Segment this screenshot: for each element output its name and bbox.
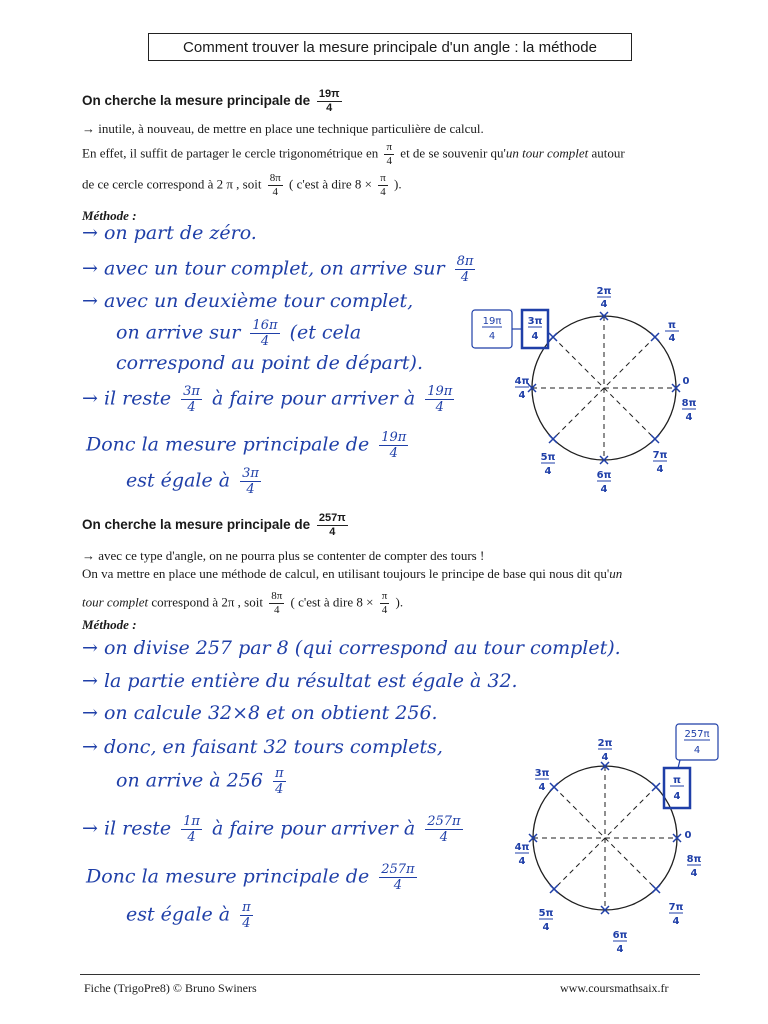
svg-text:4: 4 bbox=[600, 299, 608, 310]
hw-text: Donc la mesure principale de bbox=[86, 865, 370, 888]
frac-den: 4 bbox=[275, 782, 284, 797]
frac-num: 16π bbox=[252, 318, 278, 333]
hw-line bbox=[116, 318, 361, 349]
trig-circle-1 bbox=[460, 280, 710, 500]
label-7pi-4: 7π bbox=[652, 450, 668, 461]
section2-line3 bbox=[82, 590, 403, 617]
frac-den: 4 bbox=[393, 878, 403, 893]
text: correspond à 2π , soit bbox=[151, 594, 263, 610]
frac-num: π bbox=[274, 766, 284, 781]
hw-line: correspond au point de départ). bbox=[116, 352, 423, 374]
hw-line: → avec un deuxième tour complet, bbox=[82, 290, 414, 312]
section2-line2 bbox=[82, 566, 622, 582]
hw-frac bbox=[425, 814, 462, 845]
text-italic: tour complet bbox=[82, 594, 149, 610]
hw-text: (et cela bbox=[289, 321, 362, 344]
hw-frac bbox=[250, 318, 279, 349]
frac-den: 4 bbox=[381, 604, 388, 616]
label-5pi-4: 5π bbox=[538, 908, 554, 919]
label-5pi-4: 5π bbox=[540, 452, 556, 463]
hw-text: on arrive à 256 bbox=[116, 769, 263, 792]
text: ). bbox=[394, 176, 402, 192]
hw-text: → il reste bbox=[82, 387, 172, 410]
text-italic: un tour complet bbox=[505, 145, 589, 161]
svg-text:4: 4 bbox=[668, 333, 676, 344]
hw-frac bbox=[240, 900, 253, 931]
footer-left: Fiche (TrigoPre8) © Bruno Swiners bbox=[84, 981, 257, 995]
label-19pi-4: 19π bbox=[482, 316, 502, 327]
text: autour bbox=[591, 145, 625, 161]
text: ( c'est à dire 8 × bbox=[290, 594, 374, 610]
svg-text:4: 4 bbox=[488, 331, 496, 342]
frac-den: 4 bbox=[435, 400, 444, 415]
section2-line1: → avec ce type d'angle, on ne pourra plus se contenter de compter des tours ! bbox=[82, 548, 485, 563]
frac-num: 19π bbox=[318, 88, 340, 100]
label-4pi-4: 4π bbox=[514, 376, 530, 387]
svg-text:4: 4 bbox=[518, 390, 526, 401]
footer-divider bbox=[80, 974, 700, 975]
hw-line: → donc, en faisant 32 tours complets, bbox=[82, 736, 443, 758]
label-0: 0 bbox=[684, 830, 692, 841]
label-8pi-4: 8π bbox=[686, 854, 702, 865]
svg-text:4: 4 bbox=[685, 412, 693, 423]
svg-text:4: 4 bbox=[616, 944, 624, 955]
hw-line: → la partie entière du résultat est égale à 32. bbox=[82, 670, 518, 692]
svg-text:4: 4 bbox=[531, 331, 539, 342]
frac-den: 4 bbox=[460, 270, 470, 285]
hw-text: est égale à bbox=[126, 903, 231, 926]
hw-text: → il reste bbox=[82, 817, 172, 840]
label-6pi-4: 6π bbox=[596, 470, 612, 481]
hw-frac bbox=[425, 384, 454, 415]
hw-frac bbox=[240, 466, 261, 497]
label-7pi-4: 7π bbox=[668, 902, 684, 913]
frac-num: π bbox=[242, 900, 251, 915]
hw-text: est égale à bbox=[126, 469, 231, 492]
frac-den: 4 bbox=[329, 526, 336, 538]
frac-den: 4 bbox=[242, 916, 251, 931]
text: et de se souvenir qu' bbox=[400, 145, 506, 161]
label-8pi-4: 8π bbox=[681, 398, 697, 409]
frac-num: π bbox=[381, 590, 388, 602]
frac-den: 4 bbox=[187, 830, 196, 845]
section2-heading-text: On cherche la mesure principale de bbox=[82, 517, 311, 533]
text: En effet, il suffit de partager le cercle trigonométrique en bbox=[82, 145, 379, 161]
section2-method-label: Méthode : bbox=[82, 617, 137, 632]
section1-line1: → inutile, à nouveau, de mettre en place une technique particulière de calcul. bbox=[82, 121, 484, 136]
svg-text:4: 4 bbox=[673, 791, 681, 802]
hw-line: → on divise 257 par 8 (qui correspond au tour complet). bbox=[82, 637, 621, 659]
svg-text:4: 4 bbox=[672, 916, 680, 927]
section1-heading-frac bbox=[317, 88, 342, 115]
frac-den: 4 bbox=[272, 186, 278, 198]
frac-num: 19π bbox=[427, 384, 453, 399]
frac bbox=[378, 172, 388, 199]
svg-text:4: 4 bbox=[693, 745, 701, 756]
frac-den: 4 bbox=[389, 446, 398, 461]
frac bbox=[380, 590, 390, 617]
svg-text:4: 4 bbox=[538, 782, 546, 793]
label-6pi-4: 6π bbox=[612, 930, 628, 941]
frac-den: 4 bbox=[260, 334, 270, 349]
section2-heading bbox=[82, 512, 351, 539]
label-2pi-4: 2π bbox=[597, 738, 613, 749]
frac-den: 4 bbox=[326, 102, 333, 114]
hw-line bbox=[82, 254, 479, 285]
hw-text: à faire pour arriver à bbox=[212, 387, 416, 410]
text: ). bbox=[395, 594, 404, 610]
footer-right: www.coursmathsaix.fr bbox=[560, 981, 669, 995]
svg-text:4: 4 bbox=[518, 856, 526, 867]
frac-den: 4 bbox=[380, 186, 386, 198]
hw-line bbox=[82, 384, 458, 415]
frac-den: 4 bbox=[439, 830, 449, 845]
section2-heading-frac bbox=[317, 512, 348, 539]
hw-line bbox=[86, 862, 421, 893]
svg-text:4: 4 bbox=[601, 752, 609, 763]
hw-frac bbox=[273, 766, 286, 797]
frac-num: π bbox=[386, 141, 393, 153]
label-3pi-4: 3π bbox=[527, 316, 543, 327]
trig-circle-2 bbox=[510, 720, 720, 960]
text: On va mettre en place une méthode de calcul, en utilisant toujours le principe de base qui nous dit qu' bbox=[82, 566, 610, 581]
frac-num: 8π bbox=[456, 254, 474, 269]
svg-text:4: 4 bbox=[542, 922, 550, 933]
svg-text:4: 4 bbox=[600, 484, 608, 495]
frac-num: 257π bbox=[318, 512, 346, 524]
hw-text: → avec un tour complet, on arrive sur bbox=[82, 257, 445, 280]
frac-num: 8π bbox=[269, 172, 281, 184]
frac-den: 4 bbox=[246, 482, 255, 497]
label-pi-4: π bbox=[673, 775, 681, 786]
section1-line2 bbox=[82, 141, 625, 168]
label-pi-4: π bbox=[668, 320, 676, 331]
hw-line: → on part de zéro. bbox=[82, 222, 257, 244]
svg-text:4: 4 bbox=[690, 868, 698, 879]
frac-den: 4 bbox=[386, 155, 393, 167]
section1-heading-text: On cherche la mesure principale de bbox=[82, 93, 311, 109]
label-3pi-4: 3π bbox=[534, 768, 550, 779]
frac-num: 8π bbox=[271, 590, 283, 602]
hw-text: on arrive sur bbox=[116, 321, 241, 344]
text: de ce cercle correspond à 2 π , soit bbox=[82, 176, 262, 192]
hw-line bbox=[126, 466, 265, 497]
frac bbox=[269, 590, 284, 617]
hw-frac bbox=[379, 862, 416, 893]
hw-frac bbox=[181, 384, 202, 415]
hw-text: Donc la mesure principale de bbox=[86, 433, 370, 456]
svg-text:4: 4 bbox=[544, 466, 552, 477]
frac-num: 3π bbox=[242, 466, 259, 481]
section1-heading bbox=[82, 88, 345, 115]
label-2pi-4: 2π bbox=[596, 286, 612, 297]
text: ( c'est à dire 8 × bbox=[289, 176, 372, 192]
hw-line bbox=[116, 766, 290, 797]
hw-line bbox=[86, 430, 412, 461]
frac bbox=[384, 141, 394, 168]
frac-num: 257π bbox=[427, 814, 461, 829]
hw-line bbox=[126, 900, 257, 931]
text-italic: un bbox=[609, 566, 623, 581]
frac-num: 257π bbox=[381, 862, 415, 877]
frac-den: 4 bbox=[273, 604, 280, 616]
frac bbox=[268, 172, 283, 199]
label-4pi-4: 4π bbox=[514, 842, 530, 853]
page-title: Comment trouver la mesure principale d'un angle : la méthode bbox=[148, 33, 632, 61]
frac-num: π bbox=[380, 172, 386, 184]
label-257pi-4: 257π bbox=[684, 729, 710, 740]
hw-text: à faire pour arriver à bbox=[212, 817, 416, 840]
frac-num: 1π bbox=[183, 814, 200, 829]
frac-den: 4 bbox=[187, 400, 196, 415]
section1-line3 bbox=[82, 172, 402, 199]
hw-line: → on calcule 32×8 et on obtient 256. bbox=[82, 702, 438, 724]
hw-frac bbox=[379, 430, 408, 461]
frac-num: 3π bbox=[183, 384, 200, 399]
hw-line bbox=[82, 814, 467, 845]
svg-text:4: 4 bbox=[656, 464, 664, 475]
section1-method-label: Méthode : bbox=[82, 208, 137, 223]
label-0: 0 bbox=[682, 376, 690, 387]
hw-frac bbox=[181, 814, 202, 845]
frac-num: 19π bbox=[381, 430, 407, 445]
